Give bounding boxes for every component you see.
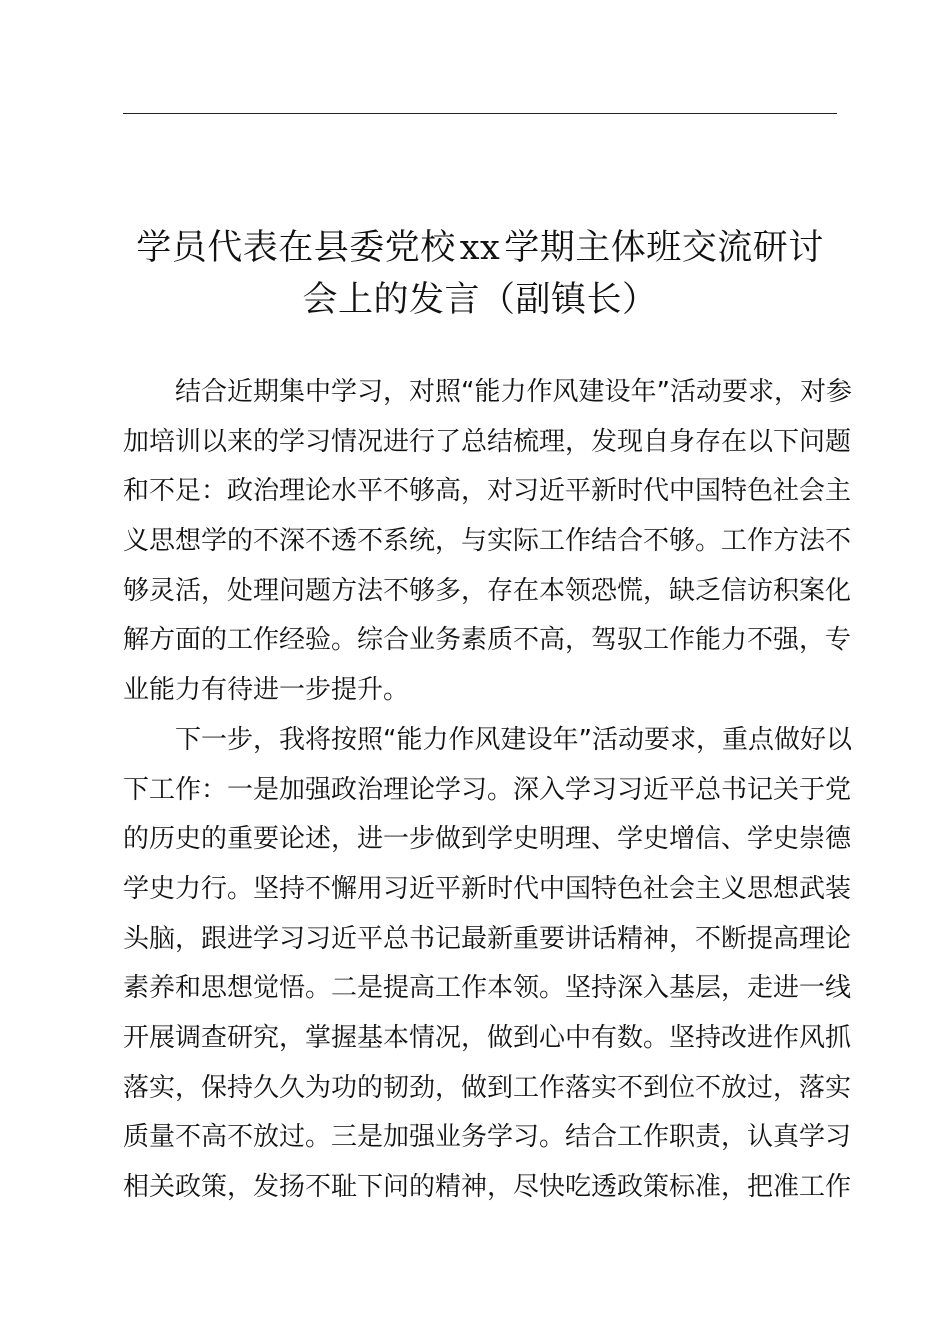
document-title <box>123 222 837 326</box>
paragraph-line: 和不足：政治理论水平不够高，对习近平新时代中国特色社会主 <box>123 476 852 507</box>
title-line-1-part-1: 学员代表在县委党校 <box>136 228 456 268</box>
paragraph-line: 质量不高不放过。三是加强业务学习。结合工作职责，认真学习 <box>123 1122 852 1153</box>
paragraph-line: 学史力行。坚持不懈用习近平新时代中国特色社会主义思想武装 <box>123 873 852 904</box>
paragraph-2 <box>123 716 852 1213</box>
paragraph-line: 结合近期集中学习，对照“能力作风建设年”活动要求，对参 <box>175 377 852 407</box>
paragraph-line: 下工作：一是加强政治理论学习。深入学习习近平总书记关于党 <box>123 774 852 805</box>
paragraph-line: 义思想学的不深不透不系统，与实际工作结合不够。工作方法不 <box>123 526 852 557</box>
paragraph-line: 的历史的重要论述，进一步做到学史明理、学史增信、学史崇德 <box>123 824 852 855</box>
header-rule <box>123 113 837 114</box>
document-body <box>123 368 852 1213</box>
title-line-1 <box>123 222 837 274</box>
title-line-1-part-2: 学期主体班交流研讨 <box>504 228 824 268</box>
paragraph-line: 素养和思想觉悟。二是提高工作本领。坚持深入基层，走进一线 <box>123 973 852 1004</box>
title-line-2: 会上的发言（副镇长） <box>302 280 658 320</box>
paragraph-line: 够灵活，处理问题方法不够多，存在本领恐慌，缺乏信访积案化 <box>123 575 852 606</box>
title-line-1-xx: xx <box>459 228 501 268</box>
paragraph-line: 落实，保持久久为功的韧劲，做到工作落实不到位不放过，落实 <box>123 1072 852 1103</box>
paragraph-line: 解方面的工作经验。综合业务素质不高，驾驭工作能力不强，专 <box>123 625 852 656</box>
paragraph-line: 业能力有待进一步提升。 <box>123 675 410 706</box>
paragraph-line: 相关政策，发扬不耻下问的精神，尽快吃透政策标准，把准工作 <box>123 1172 852 1202</box>
paragraph-line: 头脑，跟进学习习近平总书记最新重要讲话精神，不断提高理论 <box>123 923 852 954</box>
paragraph-line: 下一步，我将按照“能力作风建设年”活动要求，重点做好以 <box>175 724 852 755</box>
paragraph-line: 加培训以来的学习情况进行了总结梳理，发现自身存在以下问题 <box>123 426 852 457</box>
paragraph-1 <box>123 368 852 716</box>
paragraph-line: 开展调查研究，掌握基本情况，做到心中有数。坚持改进作风抓 <box>123 1022 852 1053</box>
